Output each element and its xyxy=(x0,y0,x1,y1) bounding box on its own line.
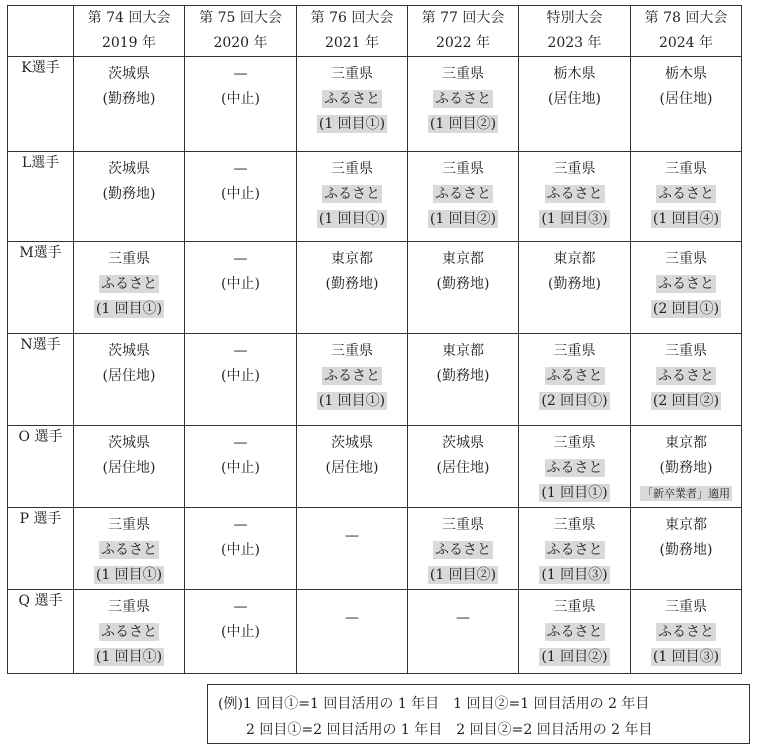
cell-text: ふるさと xyxy=(658,276,714,292)
cell-text: 茨城県 xyxy=(108,161,150,177)
cell-text: ふるさと xyxy=(546,186,603,202)
cell-text: (1 回目①) xyxy=(318,211,386,227)
cell-text: (勤務地) xyxy=(436,368,490,384)
cell-text: (勤務地) xyxy=(659,542,713,558)
table-cell xyxy=(408,152,519,242)
table-cell xyxy=(74,426,185,508)
cell-text: ふるさと xyxy=(324,368,380,384)
cell-text: (居住地) xyxy=(436,460,490,476)
table-cell xyxy=(185,426,297,508)
cell-text: (1 回目①) xyxy=(318,116,386,132)
header-cell: 第 76 回大会 2021 年 xyxy=(297,6,408,57)
cell-text: — xyxy=(233,599,248,615)
cell-text: 三重県 xyxy=(553,343,596,359)
cell-text: 三重県 xyxy=(331,66,373,82)
legend-box xyxy=(207,684,750,744)
cell-text: 東京都 xyxy=(665,435,707,451)
cell-text: ふるさと xyxy=(546,460,603,476)
cell-text: ふるさと xyxy=(546,542,603,558)
table-cell xyxy=(408,508,519,590)
cell-text: — xyxy=(233,343,248,359)
table-cell xyxy=(631,590,742,674)
table-cell xyxy=(519,508,631,590)
cell-text: 栃木県 xyxy=(553,66,596,82)
cell-text: — xyxy=(345,610,359,626)
cell-text: 茨城県 xyxy=(108,435,150,451)
table-row xyxy=(8,508,742,590)
cell-text: 茨城県 xyxy=(108,66,150,82)
table-cell xyxy=(74,57,185,152)
cell-text: (1 回目③) xyxy=(541,211,608,227)
cell-text: (2 回目②) xyxy=(652,393,720,409)
cell-text: 東京都 xyxy=(665,517,707,533)
table-cell xyxy=(408,57,519,152)
cell-text: (居住地) xyxy=(325,460,379,476)
cell-text: 三重県 xyxy=(442,161,484,177)
player-name: P 選手 xyxy=(8,508,74,590)
header-cell: 第 78 回大会 2024 年 xyxy=(631,6,742,57)
cell-text: (中止) xyxy=(221,276,260,292)
cell-text: (1 回目③) xyxy=(541,567,608,583)
table-cell xyxy=(519,590,631,674)
cell-text: 東京都 xyxy=(442,343,484,359)
cell-text: — xyxy=(456,610,470,626)
table-cell xyxy=(631,242,742,334)
table-cell xyxy=(185,57,297,152)
cell-text: ふるさと xyxy=(101,542,157,558)
cell-text: 三重県 xyxy=(331,161,373,177)
eligibility-table xyxy=(7,5,742,674)
cell-text: ふるさと xyxy=(101,276,157,292)
cell-text: (中止) xyxy=(221,542,260,558)
cell-text: 栃木県 xyxy=(665,66,707,82)
player-name: L選手 xyxy=(8,152,74,242)
table-cell xyxy=(297,242,408,334)
cell-text: 「新卒業者」適用 xyxy=(642,487,730,500)
header-cell: 第 75 回大会 2020 年 xyxy=(185,6,297,57)
table-cell xyxy=(185,152,297,242)
cell-text: 三重県 xyxy=(665,251,707,267)
cell-text: (勤務地) xyxy=(659,460,713,476)
cell-text: (中止) xyxy=(221,624,260,640)
table-cell xyxy=(631,508,742,590)
cell-text: — xyxy=(233,66,248,82)
player-name: K選手 xyxy=(8,57,74,152)
cell-text: (中止) xyxy=(221,368,260,384)
table-cell xyxy=(519,242,631,334)
cell-text: (1 回目③) xyxy=(652,649,720,665)
table-cell xyxy=(408,242,519,334)
cell-text: 三重県 xyxy=(553,517,596,533)
header-cell: 第 77 回大会 2022 年 xyxy=(408,6,519,57)
table-cell xyxy=(297,152,408,242)
cell-text: (1 回目①) xyxy=(95,567,163,583)
table-cell xyxy=(297,508,408,590)
cell-text: — xyxy=(233,251,248,267)
table-cell xyxy=(297,590,408,674)
cell-text: 三重県 xyxy=(331,343,373,359)
table-row xyxy=(8,152,742,242)
cell-text: 三重県 xyxy=(442,517,484,533)
cell-text: 茨城県 xyxy=(442,435,484,451)
cell-text: (居住地) xyxy=(102,460,156,476)
cell-text: (1 回目①) xyxy=(318,393,386,409)
cell-text: ふるさと xyxy=(435,91,491,107)
table-cell xyxy=(185,590,297,674)
cell-text: 三重県 xyxy=(665,161,707,177)
cell-text: 茨城県 xyxy=(108,343,150,359)
table-cell xyxy=(74,152,185,242)
cell-text: 三重県 xyxy=(108,517,150,533)
cell-text: (中止) xyxy=(221,460,260,476)
table-row xyxy=(8,590,742,674)
cell-text: (2 回目①) xyxy=(652,301,720,317)
cell-text: (勤務地) xyxy=(102,186,156,202)
legend-line-1: (例)1 回目①=1 回目活用の 1 年目 1 回目②=1 回目活用の 2 年目 xyxy=(218,696,650,712)
cell-text: ふるさと xyxy=(324,91,380,107)
cell-text: 三重県 xyxy=(108,599,150,615)
table-cell xyxy=(185,508,297,590)
cell-text: 三重県 xyxy=(665,599,707,615)
table-cell xyxy=(74,334,185,426)
cell-text: 三重県 xyxy=(108,251,150,267)
legend-line-2: 2 回目①=2 回目活用の 1 年目 2 回目②=2 回目活用の 2 年目 xyxy=(246,722,653,738)
cell-text: (勤務地) xyxy=(436,276,490,292)
table-cell xyxy=(74,242,185,334)
table-cell xyxy=(631,334,742,426)
cell-text: ふるさと xyxy=(658,368,714,384)
cell-text: (中止) xyxy=(221,186,260,202)
cell-text: (1 回目④) xyxy=(652,211,720,227)
cell-text: 東京都 xyxy=(553,251,596,267)
table-row xyxy=(8,426,742,508)
table-cell xyxy=(297,334,408,426)
cell-text: (居住地) xyxy=(548,91,601,107)
cell-text: (1 回目②) xyxy=(429,567,497,583)
cell-text: ふるさと xyxy=(324,186,380,202)
cell-text: (居住地) xyxy=(102,368,156,384)
table-cell xyxy=(297,426,408,508)
cell-text: — xyxy=(233,517,248,533)
table-cell xyxy=(631,426,742,508)
cell-text: ふるさと xyxy=(101,624,157,640)
cell-text: (居住地) xyxy=(659,91,713,107)
table-cell xyxy=(519,334,631,426)
table-cell xyxy=(297,57,408,152)
table-cell xyxy=(631,152,742,242)
header-row xyxy=(8,6,742,57)
cell-text: 東京都 xyxy=(331,251,373,267)
cell-text: (1 回目①) xyxy=(95,649,163,665)
table-cell xyxy=(185,334,297,426)
cell-text: 三重県 xyxy=(553,161,596,177)
table-cell xyxy=(74,590,185,674)
cell-text: (1 回目②) xyxy=(429,116,497,132)
cell-text: 茨城県 xyxy=(331,435,373,451)
table-cell xyxy=(74,508,185,590)
player-name: M選手 xyxy=(8,242,74,334)
cell-text: (2 回目①) xyxy=(541,393,608,409)
cell-text: (勤務地) xyxy=(102,91,156,107)
table-cell xyxy=(408,590,519,674)
cell-text: 三重県 xyxy=(553,435,596,451)
cell-text: (勤務地) xyxy=(325,276,379,292)
cell-text: (1 回目②) xyxy=(429,211,497,227)
player-name: N選手 xyxy=(8,334,74,426)
cell-text: (勤務地) xyxy=(548,276,601,292)
table-cell xyxy=(631,57,742,152)
cell-text: ふるさと xyxy=(546,368,603,384)
cell-text: — xyxy=(233,435,248,451)
corner-cell xyxy=(8,6,74,57)
header-cell: 特別大会 2023 年 xyxy=(519,6,631,57)
cell-text: ふるさと xyxy=(658,186,714,202)
cell-text: (中止) xyxy=(221,91,260,107)
table-cell xyxy=(185,242,297,334)
cell-text: — xyxy=(233,161,248,177)
cell-text: ふるさと xyxy=(658,624,714,640)
cell-text: 三重県 xyxy=(442,66,484,82)
cell-text: 三重県 xyxy=(553,599,596,615)
cell-text: ふるさと xyxy=(435,542,491,558)
table-row xyxy=(8,57,742,152)
cell-text: 東京都 xyxy=(442,251,484,267)
table-cell xyxy=(408,426,519,508)
table-row xyxy=(8,242,742,334)
player-name: Q 選手 xyxy=(8,590,74,674)
table-cell xyxy=(519,152,631,242)
header-cell: 第 74 回大会 2019 年 xyxy=(74,6,185,57)
cell-text: — xyxy=(345,528,359,544)
cell-text: ふるさと xyxy=(546,624,603,640)
cell-text: ふるさと xyxy=(435,186,491,202)
table-cell xyxy=(519,57,631,152)
cell-text: (1 回目①) xyxy=(95,301,163,317)
player-name: O 選手 xyxy=(8,426,74,508)
cell-text: (1 回目①) xyxy=(541,485,608,501)
table-cell xyxy=(408,334,519,426)
table-row xyxy=(8,334,742,426)
cell-text: 三重県 xyxy=(665,343,707,359)
table-cell xyxy=(519,426,631,508)
cell-text: (1 回目②) xyxy=(541,649,608,665)
